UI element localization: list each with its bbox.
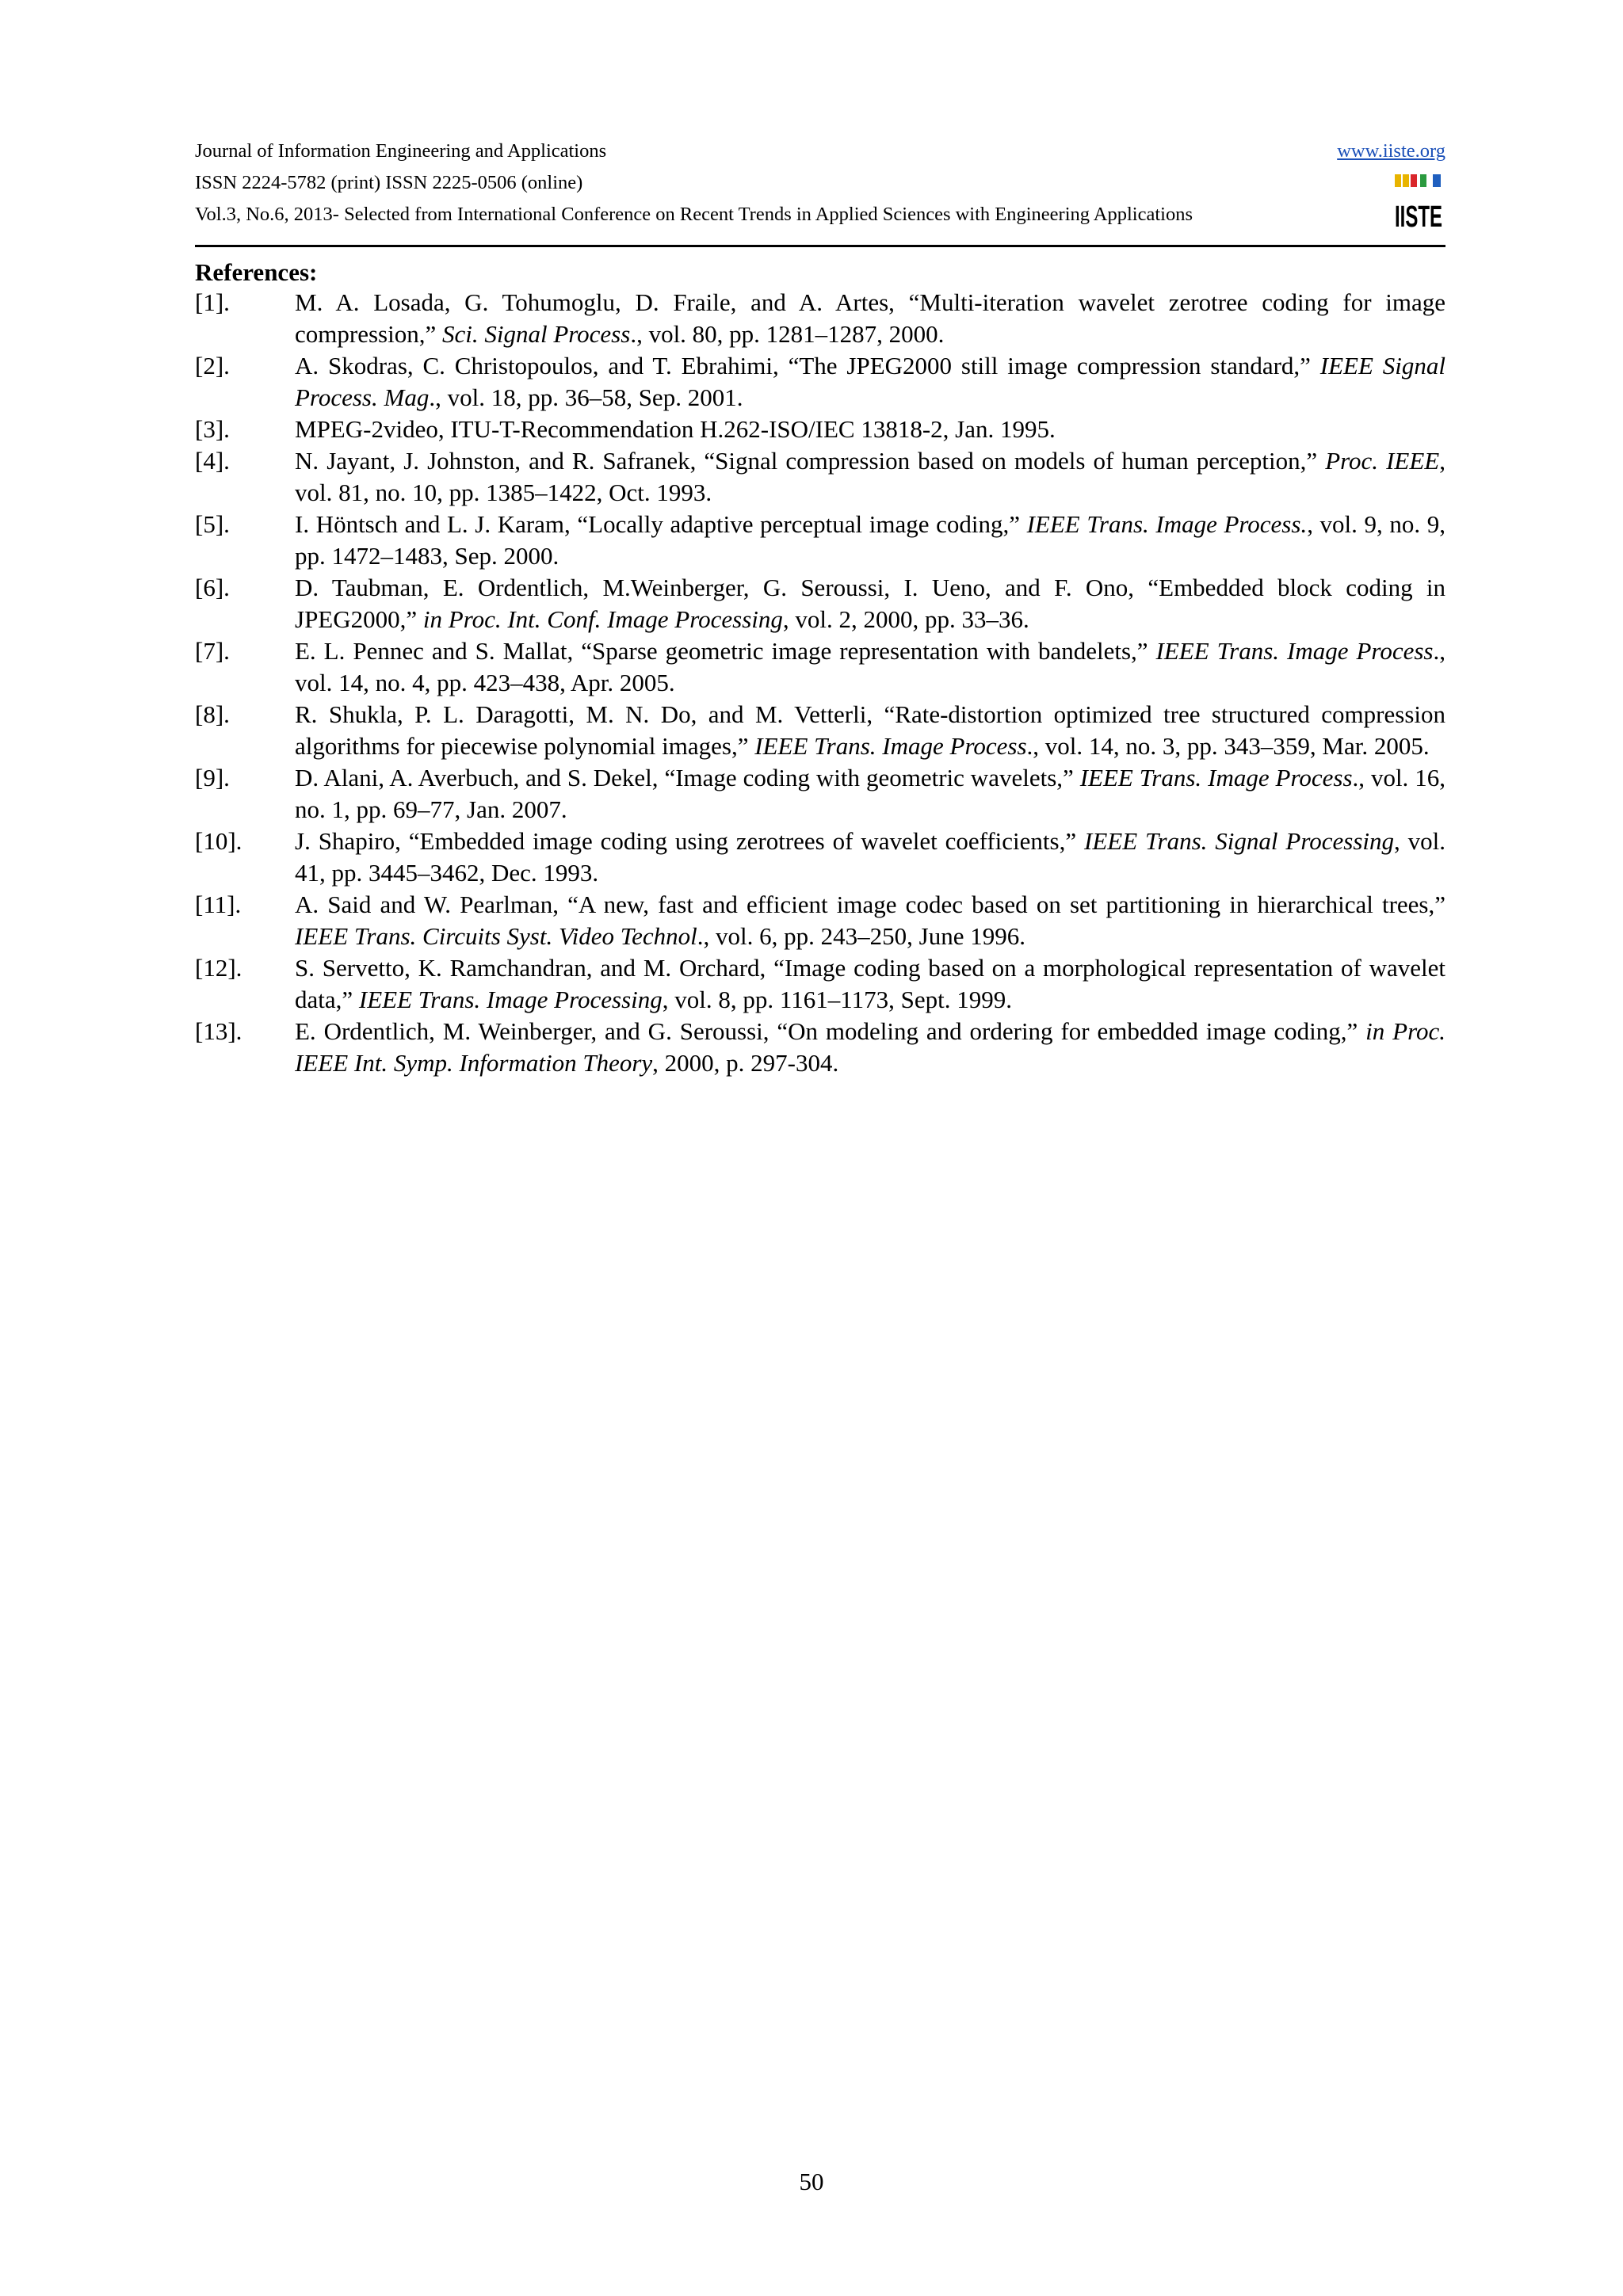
reference-segment: E. L. Pennec and S. Mallat, “Sparse geometric image representation with bandelets,” bbox=[295, 637, 1156, 665]
volume-line: Vol.3, No.6, 2013- Selected from International Conference on Recent Trends in Applied Sciences with Engineering Applications bbox=[195, 204, 1193, 225]
reference-source: IEEE Trans. Image Process bbox=[754, 732, 1027, 760]
reference-item bbox=[195, 445, 1445, 509]
reference-segment: , vol. 2, 2000, pp. 33–36. bbox=[782, 605, 1029, 633]
reference-segment: , 2000, p. 297-304. bbox=[652, 1049, 839, 1077]
reference-segment: N. Jayant, J. Johnston, and R. Safranek, “Signal compression based on models of human perception,” bbox=[295, 447, 1326, 475]
reference-segment: R. Shukla, P. L. Daragotti, M. N. Do, and M. Vetterli, “Rate-distortion optimized tree structured compression algorithms for piecewise polynomial images,” bbox=[295, 700, 1445, 760]
reference-number: [6]. bbox=[195, 574, 230, 601]
reference-source: in Proc. Int. Conf. Image Processing bbox=[422, 605, 783, 633]
reference-segment: , vol. 8, pp. 1161–1173, Sept. 1999. bbox=[662, 986, 1012, 1013]
reference-text bbox=[295, 1017, 1445, 1077]
page-header bbox=[195, 139, 1445, 244]
reference-segment: E. Ordentlich, M. Weinberger, and G. Seroussi, “On modeling and ordering for embedded image coding,” bbox=[295, 1017, 1366, 1045]
reference-text bbox=[295, 352, 1445, 411]
reference-text bbox=[295, 700, 1445, 760]
reference-segment: D. Taubman, E. Ordentlich, M.Weinberger, G. Seroussi, I. Ueno, and F. Ono, “Embedded block coding in JPEG2000,” bbox=[295, 574, 1445, 633]
reference-item bbox=[195, 1016, 1445, 1079]
reference-item bbox=[195, 509, 1445, 572]
reference-item bbox=[195, 762, 1445, 826]
reference-item bbox=[195, 414, 1445, 445]
reference-segment: ., vol. 6, pp. 243–250, June 1996. bbox=[697, 922, 1025, 950]
reference-number: [9]. bbox=[195, 764, 230, 791]
reference-source: IEEE Trans. Signal Processing bbox=[1084, 827, 1395, 855]
reference-text bbox=[295, 764, 1445, 823]
reference-segment: S. Servetto, K. Ramchandran, and M. Orchard, “Image coding based on a morphological representation of wavelet data,” bbox=[295, 954, 1445, 1013]
reference-item bbox=[195, 635, 1445, 699]
reference-number: [3]. bbox=[195, 415, 230, 443]
reference-source: Sci. Signal Process bbox=[441, 320, 631, 348]
reference-segment: ., vol. 80, pp. 1281–1287, 2000. bbox=[630, 320, 945, 348]
reference-text bbox=[295, 827, 1445, 887]
reference-text bbox=[295, 447, 1445, 506]
reference-item bbox=[195, 699, 1445, 762]
references-heading: References: bbox=[195, 258, 318, 286]
reference-number: [4]. bbox=[195, 447, 230, 475]
page-number: 50 bbox=[799, 2168, 824, 2195]
reference-item bbox=[195, 572, 1445, 635]
reference-text bbox=[295, 288, 1445, 348]
reference-segment: , vol. 9, no. 9, pp. 1472–1483, Sep. 2000. bbox=[295, 510, 1445, 570]
reference-text bbox=[295, 891, 1445, 950]
reference-segment: MPEG-2video, ITU-T-Recommendation H.262-ISO/IEC 13818-2, Jan. 1995. bbox=[295, 415, 1056, 443]
reference-segment: , vol. 81, no. 10, pp. 1385–1422, Oct. 1993. bbox=[295, 447, 1445, 506]
reference-number: [11]. bbox=[195, 891, 242, 918]
reference-text bbox=[295, 954, 1445, 1013]
reference-source: IEEE Trans. Image Processing bbox=[358, 986, 663, 1013]
reference-number: [8]. bbox=[195, 700, 230, 728]
reference-text bbox=[295, 574, 1445, 633]
reference-item bbox=[195, 952, 1445, 1016]
reference-segment: , vol. 41, pp. 3445–3462, Dec. 1993. bbox=[295, 827, 1446, 887]
reference-number: [10]. bbox=[195, 827, 242, 855]
reference-segment: A. Said and W. Pearlman, “A new, fast and efficient image codec based on set partitioning in hierarchical trees,” bbox=[295, 891, 1445, 918]
reference-item bbox=[195, 287, 1445, 350]
reference-number: [5]. bbox=[195, 510, 230, 538]
reference-number: [12]. bbox=[195, 954, 242, 982]
reference-segment: I. Höntsch and L. J. Karam, “Locally adaptive perceptual image coding,” bbox=[295, 510, 1027, 538]
header-divider bbox=[195, 245, 1445, 247]
reference-item bbox=[195, 889, 1445, 952]
reference-source: Proc. IEEE bbox=[1325, 447, 1440, 475]
logo-bar-1 bbox=[1395, 174, 1401, 187]
website-link[interactable]: www.iiste.org bbox=[1337, 140, 1445, 162]
issn-line: ISSN 2224-5782 (print) ISSN 2225-0506 (online) bbox=[195, 172, 583, 193]
reference-source: IEEE Signal Process. Mag bbox=[295, 352, 1445, 411]
reference-segment: ., vol. 14, no. 3, pp. 343–359, Mar. 2005. bbox=[1026, 732, 1430, 760]
reference-segment: A. Skodras, C. Christopoulos, and T. Ebrahimi, “The JPEG2000 still image compression standard,” bbox=[295, 352, 1320, 379]
reference-number: [13]. bbox=[195, 1017, 242, 1045]
reference-item bbox=[195, 350, 1445, 414]
reference-segment: M. A. Losada, G. Tohumoglu, D. Fraile, and A. Artes, “Multi-iteration wavelet zerotree coding for image compression,” bbox=[295, 288, 1445, 348]
references-list bbox=[195, 287, 1445, 1079]
reference-segment: J. Shapiro, “Embedded image coding using zerotrees of wavelet coefficients,” bbox=[295, 827, 1084, 855]
iiste-logo bbox=[1393, 171, 1444, 234]
reference-item bbox=[195, 826, 1445, 889]
reference-number: [7]. bbox=[195, 637, 230, 665]
reference-text bbox=[295, 637, 1445, 696]
reference-segment: ., vol. 14, no. 4, pp. 423–438, Apr. 2005. bbox=[295, 637, 1445, 696]
logo-wordmark: IISTE bbox=[1395, 200, 1442, 234]
logo-bar-4 bbox=[1420, 174, 1426, 187]
logo-bar-3 bbox=[1411, 174, 1417, 187]
reference-segment: ., vol. 16, no. 1, pp. 69–77, Jan. 2007. bbox=[295, 764, 1445, 823]
reference-segment: D. Alani, A. Averbuch, and S. Dekel, “Image coding with geometric wavelets,” bbox=[295, 764, 1080, 791]
reference-segment: ., vol. 18, pp. 36–58, Sep. 2001. bbox=[429, 383, 743, 411]
reference-source: IEEE Trans. Image Process bbox=[1079, 764, 1353, 791]
journal-title: Journal of Information Engineering and Applications bbox=[195, 140, 607, 162]
reference-text bbox=[295, 415, 1056, 443]
reference-text bbox=[295, 510, 1445, 570]
reference-source: IEEE Trans. Image Process. bbox=[1026, 510, 1308, 538]
reference-source: IEEE Trans. Circuits Syst. Video Technol bbox=[295, 922, 697, 950]
logo-bar-5 bbox=[1433, 174, 1441, 187]
reference-source: in Proc. IEEE Int. Symp. Information Theory bbox=[295, 1017, 1445, 1077]
logo-bar-2 bbox=[1403, 174, 1409, 187]
reference-number: [2]. bbox=[195, 352, 230, 379]
reference-source: IEEE Trans. Image Process bbox=[1155, 637, 1434, 665]
reference-number: [1]. bbox=[195, 288, 230, 316]
